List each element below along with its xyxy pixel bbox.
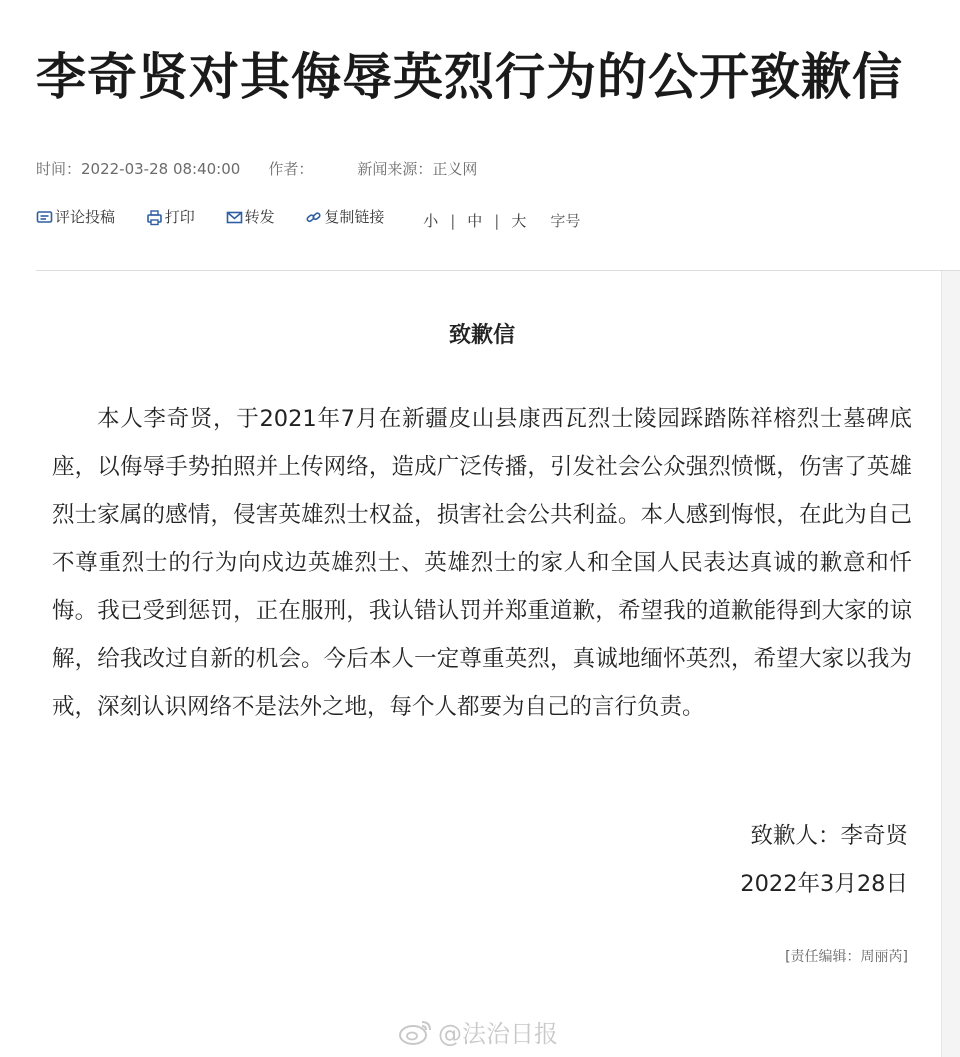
comment-icon	[36, 209, 53, 226]
mail-icon	[226, 209, 243, 226]
article-toolbar	[36, 206, 580, 232]
font-size-switcher	[423, 210, 580, 232]
article-meta	[36, 158, 477, 180]
letter-title: 致歉信	[448, 323, 515, 348]
font-size-label: 字号	[550, 211, 581, 230]
forward-label: 转发	[244, 208, 275, 226]
copy-link-button[interactable]	[305, 206, 384, 228]
copy-link-label: 复制链接	[324, 208, 385, 226]
news-source: 新闻来源：正义网	[357, 160, 478, 178]
font-size-small[interactable]: 小	[423, 211, 439, 230]
print-label: 打印	[164, 208, 195, 226]
author-label: 作者：	[268, 160, 314, 178]
watermark	[398, 1014, 558, 1049]
print-icon	[146, 209, 163, 226]
signer: 致歉人：李奇贤	[750, 823, 908, 849]
weibo-icon	[398, 1018, 434, 1046]
publish-time: 时间：2022-03-28 08:40:00	[36, 160, 241, 178]
font-size-large[interactable]: 大	[511, 211, 527, 230]
comment-button[interactable]	[36, 206, 115, 228]
signature-block	[740, 812, 908, 908]
responsible-editor: [责任编辑：周丽芮]	[785, 949, 908, 965]
letter-date: 2022年3月28日	[740, 871, 908, 897]
print-button[interactable]	[146, 206, 195, 228]
article-title: 李奇贤对其侮辱英烈行为的公开致歉信	[36, 48, 903, 106]
page-edge	[941, 271, 960, 1057]
font-size-medium[interactable]: 中	[467, 211, 483, 230]
separator: |	[494, 211, 500, 230]
watermark-text: @法治日报	[438, 1020, 558, 1048]
separator: |	[450, 211, 456, 230]
forward-button[interactable]	[226, 206, 275, 228]
divider	[36, 270, 960, 271]
comment-label: 评论投稿	[55, 208, 116, 226]
link-icon	[305, 209, 322, 226]
letter-body: 本人李奇贤，于2021年7月在新疆皮山县康西瓦烈士陵园踩踏陈祥榕烈士墓碑底座，以侮辱手势拍照并上传网络，造成广泛传播，引发社会公众强烈愤慨，伤害了英雄烈士家属的感情，侵害英雄烈士权益，损害社会公共利益。本人感到悔恨，在此为自己不尊重烈士的行为向戍边英雄烈士、英雄烈士的家人和全国人民表达真诚的歉意和忏悔。我已受到惩罚，正在服刑，我认错认罚并郑重道歉，希望我的道歉能得到大家的谅解，给我改过自新的机会。今后本人一定尊重英烈，真诚地缅怀英烈，希望大家以我为戒，深刻认识网络不是法外之地，每个人都要为自己的言行负责。	[52, 406, 912, 720]
